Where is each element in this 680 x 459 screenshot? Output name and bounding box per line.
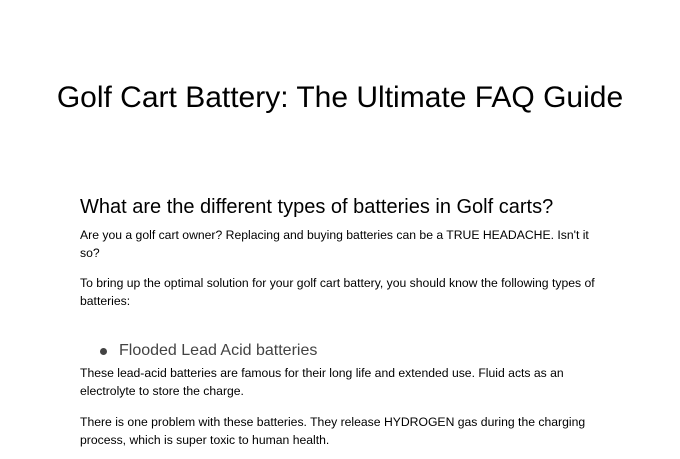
flooded-paragraph-1: These lead-acid batteries are famous for their long life and extended use. Fluid acts as an electrolyte to store the charge. — [80, 366, 564, 398]
bullet-icon — [100, 348, 107, 355]
section-heading: What are the different types of batteries in Golf carts? — [80, 196, 554, 218]
intro-paragraph: Are you a golf cart owner? Replacing and buying batteries can be a TRUE HEADACHE. Isn't it so? — [80, 228, 589, 260]
types-paragraph: To bring up the optimal solution for your golf cart battery, you should know the following types of batteries: — [80, 276, 595, 308]
bullet-label: Flooded Lead Acid batteries — [119, 342, 318, 359]
flooded-paragraph-2: There is one problem with these batteries. They release HYDROGEN gas during the charging process, which is super toxic to human health. — [80, 415, 586, 447]
page-title: Golf Cart Battery: The Ultimate FAQ Guide — [56, 81, 624, 114]
list-item — [100, 341, 317, 361]
